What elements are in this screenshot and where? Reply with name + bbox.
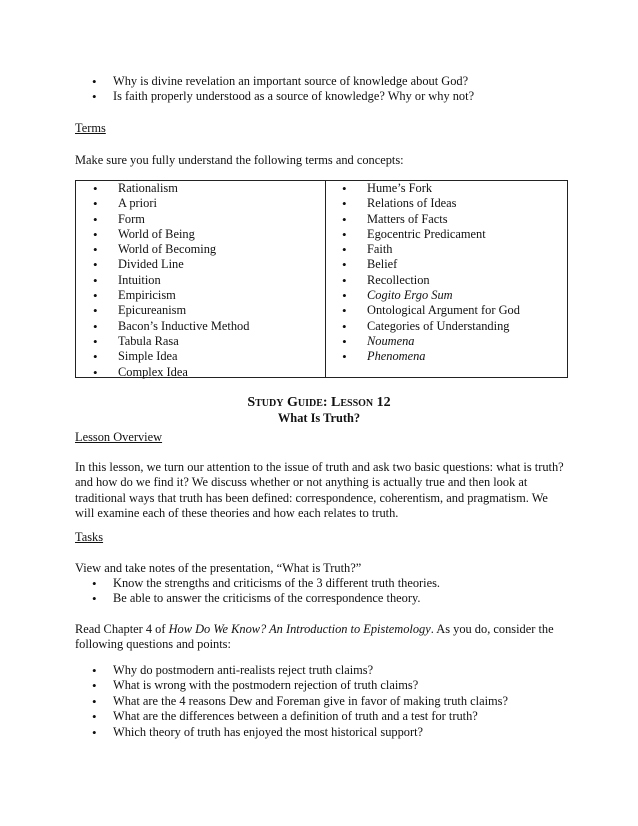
term-item: • Bacon’s Inductive Method bbox=[93, 319, 249, 334]
term-item: • Cogito Ergo Sum bbox=[342, 288, 520, 303]
list-item: • Which theory of truth has enjoyed the most historical support? bbox=[92, 725, 508, 740]
lesson-overview-text: In this lesson, we turn our attention to the issue of truth and ask two basic questions: what is truth? and how do we find it? We discuss whether or not anything is actually true and then look at traditional ways that truth has been defined: correspondence, coherentism, and pragmatism. We will examine each of these theories and how each relates to truth. bbox=[75, 460, 564, 521]
tasks-heading: Tasks bbox=[75, 530, 104, 544]
term-item: • Belief bbox=[342, 257, 520, 272]
reading-bullet-list bbox=[92, 663, 508, 740]
list-item: • Know the strengths and criticisms of the 3 different truth theories. bbox=[92, 576, 440, 591]
study-guide-subtitle: What Is Truth? bbox=[277, 411, 361, 425]
terms-heading: Terms bbox=[75, 121, 106, 135]
term-item: • Recollection bbox=[342, 273, 520, 288]
term-item: • Divided Line bbox=[93, 257, 249, 272]
term-item: • Categories of Understanding bbox=[342, 319, 520, 334]
lesson-overview-heading: Lesson Overview bbox=[75, 430, 163, 444]
term-item: • Form bbox=[93, 212, 249, 227]
term-item: • Matters of Facts bbox=[342, 212, 520, 227]
list-item: • Be able to answer the criticisms of the correspondence theory. bbox=[92, 591, 440, 606]
reading-instructions: Read Chapter 4 of How Do We Know? An Introduction to Epistemology. As you do, consider the following questions and points: bbox=[75, 622, 554, 652]
list-item: • What are the 4 reasons Dew and Foreman give in favor of making truth claims? bbox=[92, 694, 508, 709]
terms-table bbox=[75, 180, 568, 378]
term-item: • Empiricism bbox=[93, 288, 249, 303]
term-item: • Faith bbox=[342, 242, 520, 257]
term-item: • A priori bbox=[93, 196, 249, 211]
term-item: • Ontological Argument for God bbox=[342, 303, 520, 318]
list-item: • What are the differences between a definition of truth and a test for truth? bbox=[92, 709, 508, 724]
study-guide-title: Study Guide: Lesson 12 bbox=[247, 395, 391, 410]
term-item: • Simple Idea bbox=[93, 349, 249, 364]
term-item: • Phenomena bbox=[342, 349, 520, 364]
term-item: • Complex Idea bbox=[93, 365, 249, 380]
list-item: • Why is divine revelation an important source of knowledge about God? bbox=[92, 74, 474, 89]
term-item: • Hume’s Fork bbox=[342, 181, 520, 196]
book-title: How Do We Know? An Introduction to Epistemology bbox=[168, 622, 431, 636]
list-item: • Is faith properly understood as a source of knowledge? Why or why not? bbox=[92, 89, 474, 104]
table-column-divider bbox=[325, 181, 326, 377]
term-item: • Rationalism bbox=[93, 181, 249, 196]
list-item: • Why do postmodern anti-realists reject truth claims? bbox=[92, 663, 508, 678]
top-bullet-list bbox=[92, 74, 474, 105]
terms-left-column bbox=[93, 181, 249, 380]
tasks-bullet-list bbox=[92, 576, 440, 607]
term-item: • Tabula Rasa bbox=[93, 334, 249, 349]
terms-right-column bbox=[342, 181, 520, 365]
term-item: • Epicureanism bbox=[93, 303, 249, 318]
term-item: • Intuition bbox=[93, 273, 249, 288]
terms-intro: Make sure you fully understand the following terms and concepts: bbox=[75, 153, 404, 167]
term-item: • World of Becoming bbox=[93, 242, 249, 257]
term-item: • Relations of Ideas bbox=[342, 196, 520, 211]
term-item: • World of Being bbox=[93, 227, 249, 242]
term-item: • Egocentric Predicament bbox=[342, 227, 520, 242]
tasks-intro: View and take notes of the presentation, “What is Truth?” bbox=[75, 561, 362, 575]
list-item: • What is wrong with the postmodern rejection of truth claims? bbox=[92, 678, 508, 693]
term-item: • Noumena bbox=[342, 334, 520, 349]
